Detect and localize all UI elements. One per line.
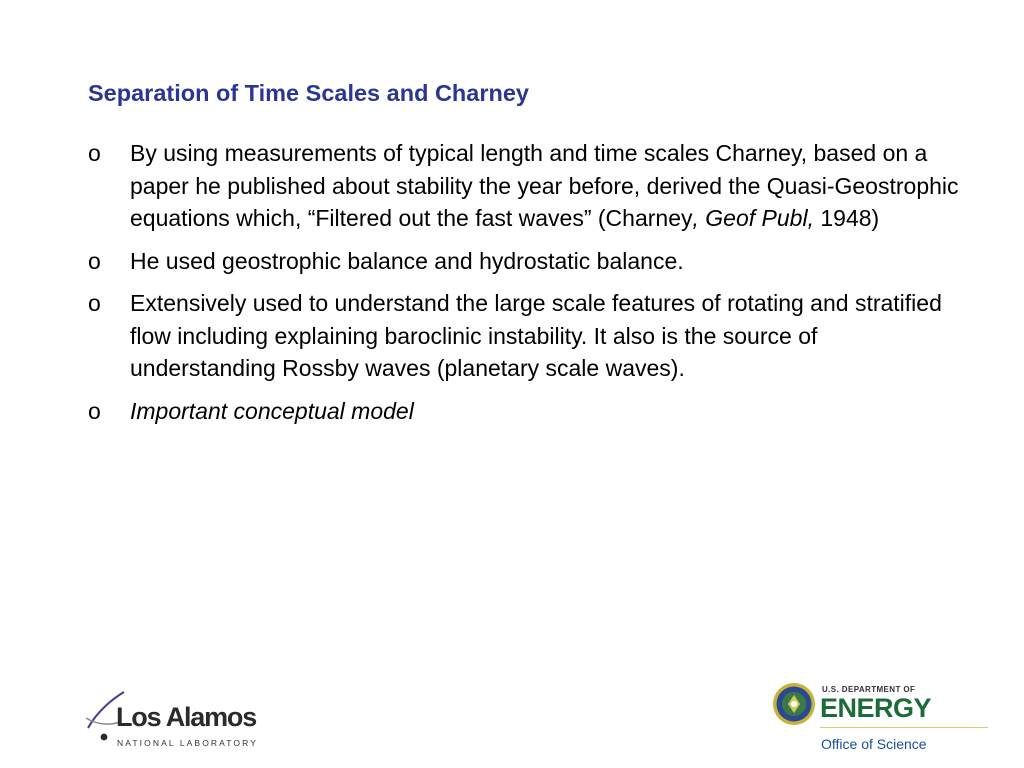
doe-divider (820, 727, 988, 728)
doe-office-of-science-logo (772, 680, 990, 760)
bullet-marker: o (88, 397, 101, 424)
bullet-list (88, 137, 968, 437)
los-alamos-logo (84, 688, 264, 754)
slide-title: Separation of Time Scales and Charney (88, 80, 529, 106)
bullet-text-italic: , Geof Publ, (692, 205, 814, 231)
doe-office-label: Office of Science (821, 736, 927, 752)
los-alamos-subtitle: NATIONAL LABORATORY (117, 738, 258, 748)
doe-department-label: U.S. DEPARTMENT OF (822, 685, 916, 694)
bullet-item (88, 395, 968, 428)
bullet-text: Extensively used to understand the large scale features of rotating and stratified flow including explaining baroclinic instability. It also is the source of understanding Rossby waves (planetary scale waves). (130, 290, 942, 381)
bullet-marker: o (88, 140, 101, 166)
bullet-text-italic: Important conceptual model (130, 397, 414, 424)
los-alamos-wordmark: Los Alamos (116, 702, 257, 732)
bullet-marker: o (88, 290, 101, 316)
bullet-text: He used geostrophic balance and hydrostatic balance. (130, 247, 684, 274)
bullet-item (88, 245, 968, 278)
bullet-item (88, 137, 968, 235)
bullet-text: By using measurements of typical length and time scales Charney, based on a paper he published about stability the year before, derived the Quasi-Geostrophic equations which, “Filtered out the fast waves” (Charney (130, 140, 959, 231)
doe-energy-wordmark: ENERGY (820, 693, 932, 723)
bullet-marker: o (88, 247, 101, 274)
bullet-item (88, 287, 968, 385)
doe-seal-icon (772, 682, 816, 726)
bullet-text: 1948) (813, 205, 880, 231)
